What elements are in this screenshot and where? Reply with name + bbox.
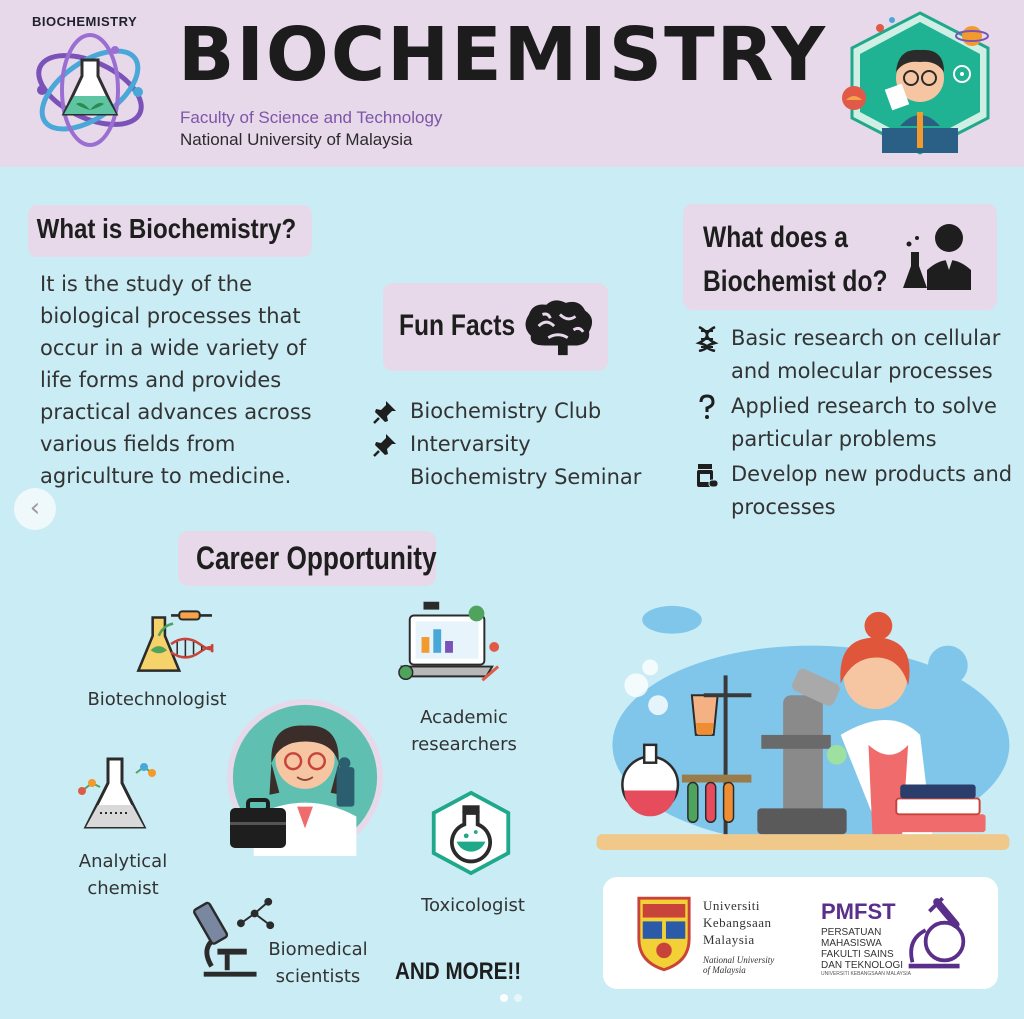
biotech-flask-dna-icon — [122, 605, 214, 677]
ukm-crest-icon — [635, 893, 693, 973]
biochemist-does-list — [695, 322, 1015, 526]
brain-icon — [519, 297, 597, 359]
toxicology-flask-hexagon-icon — [428, 790, 514, 876]
career-analytical: Analytical chemist — [78, 851, 168, 899]
carousel-prev-button[interactable]: ‹ — [14, 488, 56, 530]
pmfst-small-text: UNIVERSITI KEBANGSAAN MALAYSIA — [821, 971, 911, 977]
biochemist-does-heading-line2: Biochemist do? — [703, 265, 888, 298]
pmfst-line: MAHASISWA — [821, 938, 882, 949]
partner-logos-panel — [603, 877, 998, 989]
biochemist-task-label: Develop new products and processes — [731, 462, 1013, 519]
atom-flask-logo-icon — [20, 10, 160, 150]
and-more-label: AND MORE!! — [395, 958, 522, 985]
biochemist-does-heading-line1: What does a — [703, 221, 848, 254]
pmfst-line: FAKULTI SAINS — [821, 949, 894, 960]
fun-fact-label: Biochemistry Club — [410, 399, 602, 423]
career-heading-text: Career Opportunity — [196, 540, 437, 576]
faculty-name: Faculty of Science and Technology — [180, 108, 443, 127]
pmfst-line: DAN TEKNOLOGI — [821, 960, 904, 971]
career-toxicologist: Toxicologist — [421, 895, 525, 916]
fun-facts-heading-text: Fun Facts — [399, 309, 516, 342]
pmfst-microscope-logo-icon — [903, 895, 969, 973]
biochemist-does-heading — [683, 204, 997, 310]
career-biomedical: Biomedical scientists — [268, 939, 368, 987]
academic-laptop-icon — [396, 596, 504, 688]
ukm-name — [703, 897, 772, 948]
ukm-name-line: Kebangsaan — [703, 915, 772, 930]
ukm-subtitle-line: National University — [703, 955, 775, 965]
fun-fact-label: Intervarsity Biochemistry Seminar — [410, 432, 642, 489]
scientist-flask-icon — [901, 222, 981, 292]
briefcase-icon — [228, 798, 288, 850]
career-academic: Academic researchers — [411, 707, 517, 755]
dna-icon — [695, 326, 719, 352]
carousel-dot[interactable] — [514, 994, 522, 1002]
scientist-hexagon-icon — [840, 8, 1000, 158]
lab-scientist-illustration — [590, 596, 1012, 854]
ukm-subtitle-line: of Malaysia — [703, 965, 746, 975]
career-biotechnologist: Biotechnologist — [87, 689, 227, 710]
list-item — [695, 390, 1015, 456]
carousel-dot-active[interactable] — [500, 994, 508, 1002]
pmfst-line: PERSATUAN — [821, 927, 882, 938]
list-item — [370, 395, 660, 428]
what-is-body: It is the study of the biological processes that occur in a wide variety of life forms and provides practical advances across various fields from agriculture to medicine. — [40, 272, 312, 488]
ukm-subtitle — [703, 955, 774, 975]
biochemist-task-label: Applied research to solve particular problems — [731, 394, 997, 451]
question-icon — [695, 394, 719, 420]
what-is-heading-text: What is Biochemistry? — [36, 213, 297, 244]
list-item — [695, 322, 1015, 388]
carousel-dots — [500, 987, 528, 1006]
header-banner — [0, 0, 1024, 167]
what-is-heading — [28, 205, 312, 257]
medicine-bottle-icon — [695, 462, 719, 488]
ukm-name-line: Malaysia — [703, 932, 755, 947]
logo-label: BIOCHEMISTRY — [32, 14, 138, 29]
analytical-flask-icon — [78, 752, 158, 834]
pmfst-subtitle — [821, 927, 903, 971]
pmfst-title: PMFST — [821, 899, 896, 924]
list-item — [695, 458, 1015, 524]
page-title: BIOCHEMISTRY — [178, 12, 828, 98]
pushpin-icon — [372, 432, 398, 458]
career-heading — [178, 531, 436, 586]
fun-facts-heading — [383, 283, 608, 371]
pushpin-icon — [372, 399, 398, 425]
list-item — [370, 428, 660, 494]
university-name: National University of Malaysia — [180, 130, 413, 149]
biochemist-task-label: Basic research on cellular and molecular processes — [731, 326, 1001, 383]
fun-facts-list — [370, 395, 660, 494]
ukm-name-line: Universiti — [703, 898, 760, 913]
